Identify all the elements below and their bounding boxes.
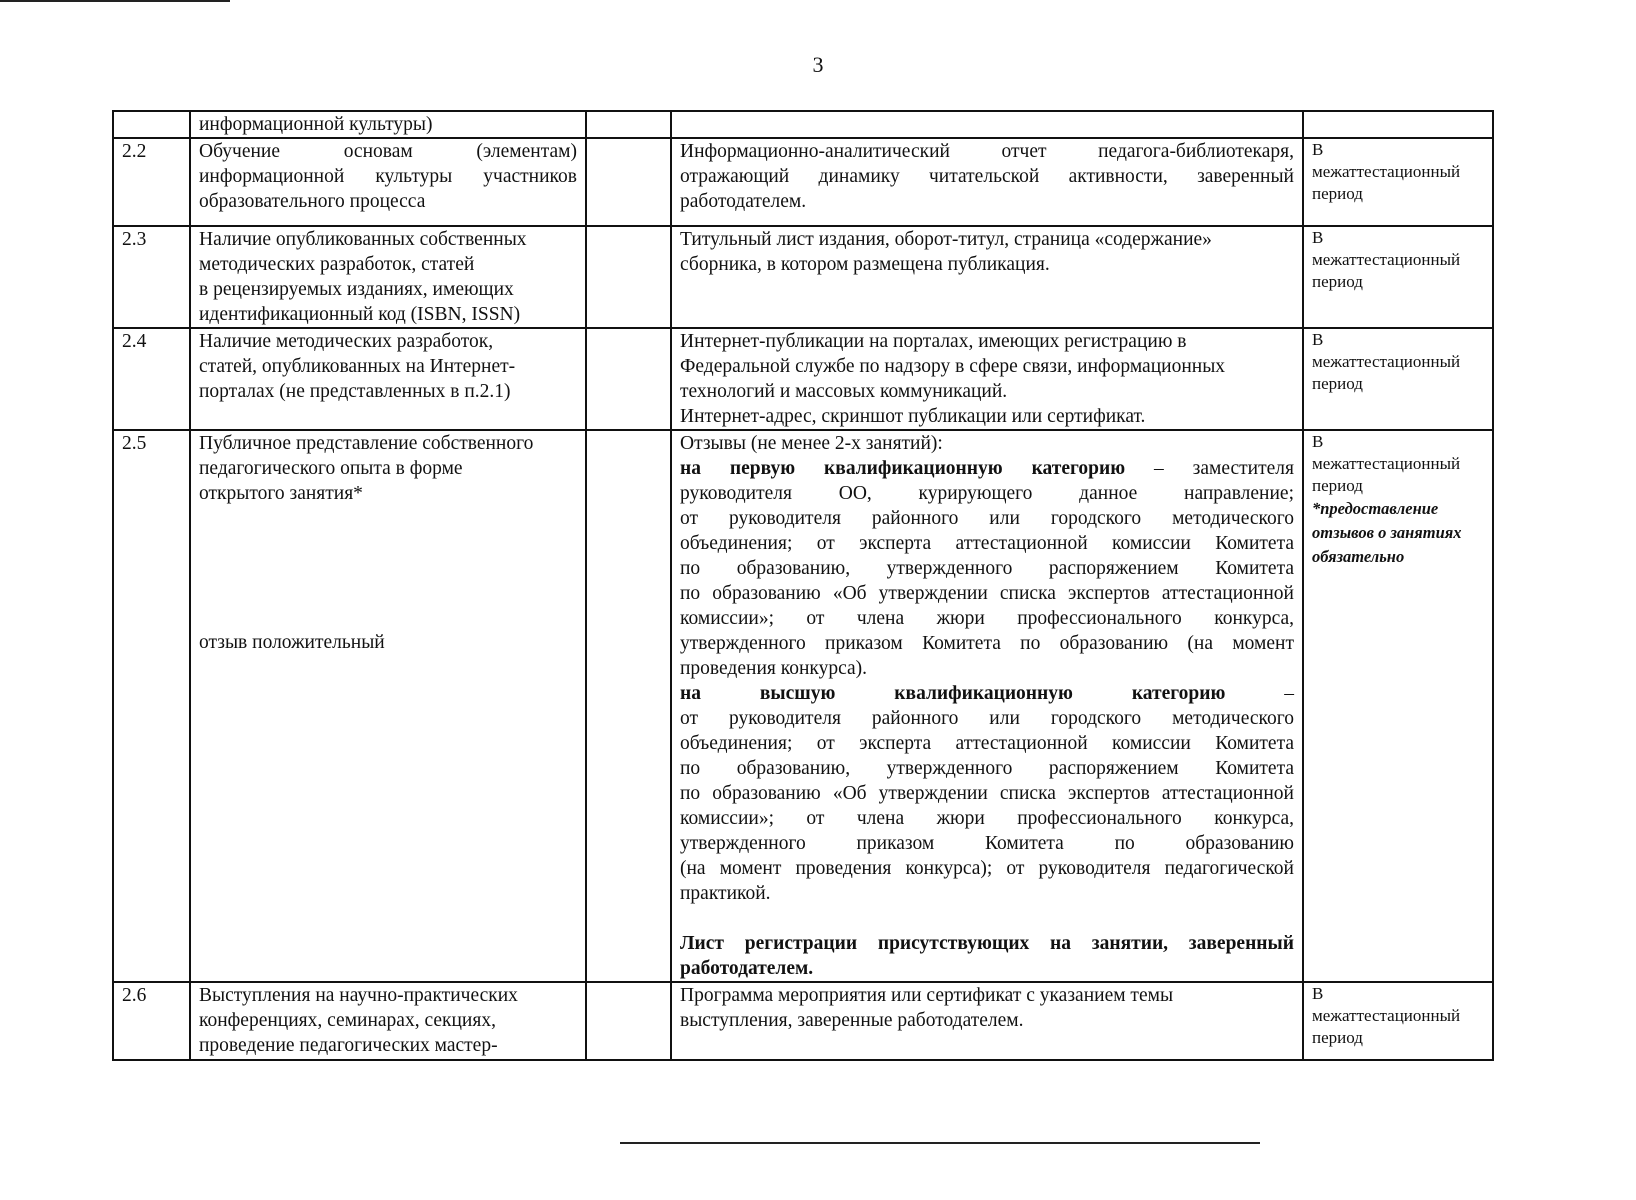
criterion-name-line: педагогического опыта в форме: [199, 458, 463, 479]
evidence-line: объединения; от эксперта аттестационной комиссии Комитета: [680, 533, 1294, 554]
criterion-name-line: статей, опубликованных на Интернет-: [199, 356, 516, 377]
first-category-heading-line: [680, 456, 1294, 481]
period-cell: [1303, 982, 1493, 1060]
evidence-line: по образованию, утвержденного распоряжением Комитета: [680, 758, 1294, 779]
highest-category-heading-line: [680, 681, 1294, 706]
table-row-2-6: [113, 982, 1493, 1060]
row-number-cell: 2.6: [113, 982, 190, 1060]
period-line: межаттестационный: [1312, 454, 1461, 473]
evidence-intro: Отзывы (не менее 2-х занятий):: [680, 433, 943, 454]
empty-cell: [586, 226, 671, 328]
criterion-name-cell: [190, 982, 586, 1060]
criterion-name-line: Выступления на научно-практических: [199, 985, 518, 1006]
evidence-line: (на момент проведения конкурса); от руководителя педагогической: [680, 858, 1294, 879]
evidence-cell: [671, 111, 1303, 138]
criterion-name-cell: [190, 111, 586, 138]
criteria-table: [112, 110, 1494, 1061]
evidence-line: проведения конкурса).: [680, 658, 868, 679]
period-line: В: [1312, 984, 1324, 1003]
period-line: В: [1312, 140, 1324, 159]
period-line: межаттестационный: [1312, 250, 1461, 269]
criterion-name-line: информационной культуры участников: [199, 166, 577, 187]
evidence-line: по образованию «Об утверждении списка экспертов аттестационной: [680, 783, 1294, 804]
period-line: период: [1312, 272, 1363, 291]
table-row-2-4: [113, 328, 1493, 430]
criterion-name-line: методических разработок, статей: [199, 254, 475, 275]
criterion-name-cell: [190, 138, 586, 226]
period-line: период: [1312, 1028, 1363, 1047]
first-category-label: на первую квалификационную категорию: [680, 458, 1126, 479]
evidence-line: утвержденного приказом Комитета по образованию (на момент: [680, 633, 1294, 654]
blank-space: [199, 506, 577, 630]
evidence-line: выступления, заверенные работодателем.: [680, 1010, 1024, 1031]
evidence-line: Интернет-адрес, скриншот публикации или сертификат.: [680, 406, 1146, 427]
empty-cell: [586, 111, 671, 138]
row-number-cell: 2.4: [113, 328, 190, 430]
first-category-continuation: – заместителя: [1125, 458, 1294, 479]
page-number: 3: [812, 52, 824, 77]
period-cell: [1303, 226, 1493, 328]
period-line: межаттестационный: [1312, 352, 1461, 371]
scan-edge-bottom: [620, 1142, 1260, 1144]
row-number-cell: 2.3: [113, 226, 190, 328]
empty-cell: [586, 430, 671, 982]
evidence-line: от руководителя районного или городского методического: [680, 508, 1294, 529]
row-number-cell: 2.5: [113, 430, 190, 982]
row-number-cell: [113, 111, 190, 138]
period-line: межаттестационный: [1312, 162, 1461, 181]
registration-sheet-line: Лист регистрации присутствующих на занятии, заверенный: [680, 933, 1294, 954]
criterion-name-cell: [190, 430, 586, 982]
criterion-name-line: Обучение основам (элементам): [199, 141, 577, 162]
evidence-cell: [671, 430, 1303, 982]
evidence-line: по образованию «Об утверждении списка экспертов аттестационной: [680, 583, 1294, 604]
evidence-line: Программа мероприятия или сертификат с указанием темы: [680, 985, 1174, 1006]
period-cell: [1303, 430, 1493, 982]
empty-cell: [586, 328, 671, 430]
criterion-name-cell: [190, 226, 586, 328]
evidence-cell: [671, 982, 1303, 1060]
period-note-line: *предоставление: [1312, 499, 1439, 518]
period-line: В: [1312, 432, 1324, 451]
row-number-cell: 2.2: [113, 138, 190, 226]
blank-space: [680, 906, 1294, 931]
period-cell: [1303, 111, 1493, 138]
table-row-2-2: [113, 138, 1493, 226]
period-cell: [1303, 328, 1493, 430]
evidence-line: комиссии»; от члена жюри профессионального конкурса,: [680, 808, 1294, 829]
criterion-name-line: Наличие методических разработок,: [199, 331, 494, 352]
table-row-continuation: [113, 111, 1493, 138]
evidence-line: утвержденного приказом Комитета по образованию: [680, 833, 1294, 854]
period-line: межаттестационный: [1312, 1006, 1461, 1025]
highest-category-continuation: –: [1225, 683, 1295, 704]
table-row-2-3: [113, 226, 1493, 328]
evidence-line: отражающий динамику читательской активности, заверенный: [680, 166, 1294, 187]
criterion-name-line: проведение педагогических мастер-: [199, 1035, 498, 1056]
evidence-line: Федеральной службе по надзору в сфере связи, информационных: [680, 356, 1226, 377]
evidence-line: работодателем.: [680, 191, 807, 212]
criterion-name-line: Наличие опубликованных собственных: [199, 229, 527, 250]
criterion-name-line: Публичное представление собственного: [199, 433, 534, 454]
evidence-line: комиссии»; от члена жюри профессионального конкурса,: [680, 608, 1294, 629]
empty-cell: [586, 138, 671, 226]
evidence-line: от руководителя районного или городского методического: [680, 708, 1294, 729]
evidence-line: по образованию, утвержденного распоряжением Комитета: [680, 558, 1294, 579]
period-line: В: [1312, 330, 1324, 349]
criterion-name-line: открытого занятия*: [199, 483, 363, 504]
evidence-line: технологий и массовых коммуникаций.: [680, 381, 1008, 402]
criterion-name-line: конференциях, семинарах, секциях,: [199, 1010, 496, 1031]
criterion-name-line: идентификационный код (ISBN, ISSN): [199, 304, 521, 325]
period-line: В: [1312, 228, 1324, 247]
evidence-cell: [671, 226, 1303, 328]
period-line: период: [1312, 184, 1363, 203]
registration-sheet-line: работодателем.: [680, 958, 814, 979]
evidence-line: руководителя ОО, курирующего данное направление;: [680, 483, 1294, 504]
evidence-line: практикой.: [680, 883, 771, 904]
empty-cell: [586, 982, 671, 1060]
criterion-name-line: порталах (не представленных в п.2.1): [199, 381, 511, 402]
highest-category-label: на высшую квалификационную категорию: [680, 683, 1226, 704]
evidence-line: Интернет-публикации на порталах, имеющих регистрацию в: [680, 331, 1187, 352]
scan-edge-top-left: [0, 0, 230, 2]
period-line: период: [1312, 374, 1363, 393]
evidence-line: Информационно-аналитический отчет педагога-библиотекаря,: [680, 141, 1294, 162]
period-line: период: [1312, 476, 1363, 495]
evidence-line: сборника, в котором размещена публикация.: [680, 254, 1050, 275]
criterion-name-line: в рецензируемых изданиях, имеющих: [199, 279, 514, 300]
evidence-line: Титульный лист издания, оборот-титул, страница «содержание»: [680, 229, 1212, 250]
period-note-line: обязательно: [1312, 547, 1405, 566]
evidence-cell: [671, 138, 1303, 226]
criterion-note: отзыв положительный: [199, 632, 385, 653]
period-cell: [1303, 138, 1493, 226]
evidence-cell: [671, 328, 1303, 430]
criterion-name-cell: [190, 328, 586, 430]
table-row-2-5: [113, 430, 1493, 982]
criterion-name-line: информационной культуры): [199, 114, 433, 135]
criterion-name-line: образовательного процесса: [199, 191, 426, 212]
evidence-line: объединения; от эксперта аттестационной комиссии Комитета: [680, 733, 1294, 754]
period-note-line: отзывов о занятиях: [1312, 523, 1462, 542]
